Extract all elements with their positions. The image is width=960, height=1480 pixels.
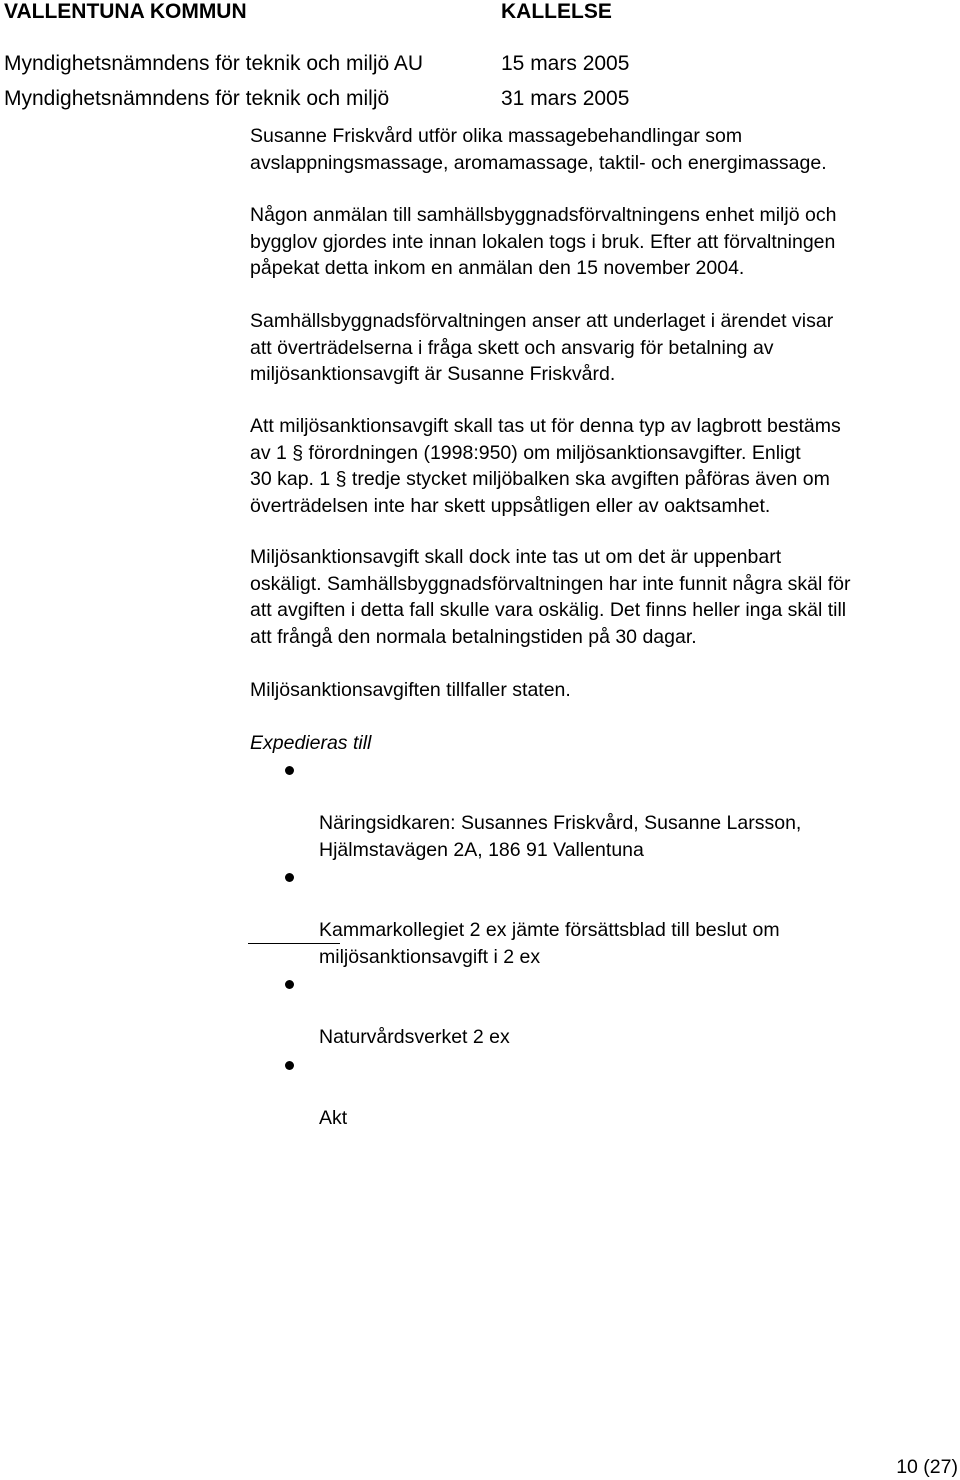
body-paragraph: Miljösanktionsavgiften tillfaller staten.	[250, 679, 571, 701]
body-paragraph: Miljösanktionsavgift skall dock inte tas ut om det är uppenbart oskäligt. Samhällsbyggnadsförvaltningen har inte funnit några skäl för att avgiften i detta fall skulle vara oskälig. Det finns heller inga skäl till att frångå den normala betalningstiden på 30 dagar.	[250, 546, 851, 648]
body-paragraph: Samhällsbyggnadsförvaltningen anser att underlaget i ärendet visar att överträdelserna i fråga skett och ansvarig för betalning av miljösanktionsavgift är Susanne Friskvård.	[250, 310, 834, 385]
bullet-icon	[285, 980, 294, 989]
meeting-committee: Myndighetsnämndens för teknik och miljö AU	[4, 52, 424, 75]
body-paragraph: Susanne Friskvård utför olika massagebehandlingar som avslappningsmassage, aromamassage, taktil- och energimassage.	[250, 125, 827, 174]
meeting-committee: Myndighetsnämndens för teknik och miljö	[4, 87, 390, 110]
list-item	[250, 864, 950, 970]
list-item	[250, 1052, 950, 1132]
recipient-text: Akt	[319, 1106, 348, 1129]
organization-name: VALLENTUNA KOMMUN	[4, 0, 247, 23]
end-divider	[248, 943, 340, 944]
list-item	[250, 757, 950, 863]
list-item	[250, 971, 950, 1051]
document-type: KALLELSE	[501, 0, 612, 23]
page-number: 10 (27)	[896, 1456, 958, 1478]
body-paragraph: Att miljösanktionsavgift skall tas ut för denna typ av lagbrott bestäms av 1 § förordningen (1998:950) om miljösanktionsavgifter. Enligt 30 kap. 1 § tredje stycket miljöbalken ska avgiften påföras även om överträdelsen inte har skett uppsåtligen eller av oaktsamhet.	[250, 415, 841, 517]
meeting-date: 15 mars 2005	[501, 52, 630, 75]
bullet-icon	[285, 766, 294, 775]
meeting-date: 31 mars 2005	[501, 87, 630, 110]
recipient-text: Kammarkollegiet 2 ex jämte försättsblad till beslut om miljösanktionsavgift i 2 ex	[319, 919, 780, 968]
distribution-list	[250, 757, 950, 1132]
recipient-text: Näringsidkaren: Susannes Friskvård, Susanne Larsson, Hjälmstavägen 2A, 186 91 Vallentuna	[319, 812, 802, 861]
bullet-icon	[285, 1061, 294, 1070]
body-paragraph: Någon anmälan till samhällsbyggnadsförvaltningens enhet miljö och bygglov gjordes inte innan lokalen togs i bruk. Efter att förvaltningen påpekat detta inkom en anmälan den 15 november 2004.	[250, 204, 837, 279]
recipient-text: Naturvårdsverket 2 ex	[319, 1026, 510, 1048]
bullet-icon	[285, 873, 294, 882]
distribution-heading: Expedieras till	[250, 732, 372, 754]
